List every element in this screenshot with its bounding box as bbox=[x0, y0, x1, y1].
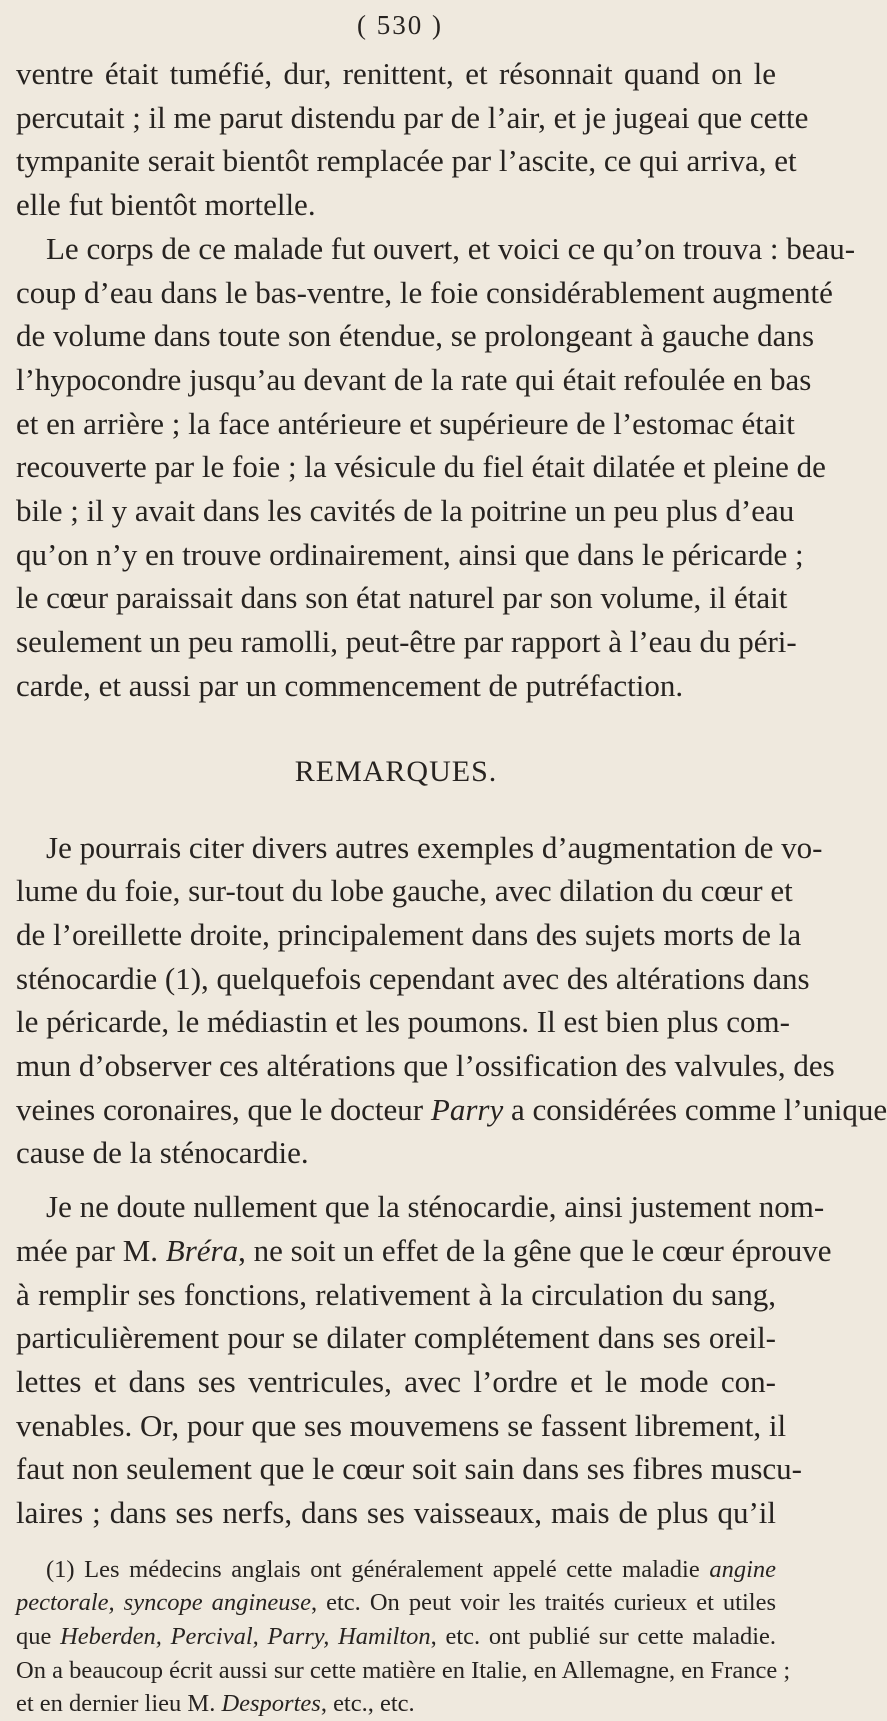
author-names: Heberden, Percival, Parry, Hamilton bbox=[60, 1622, 431, 1650]
text-run: mée par M. bbox=[16, 1232, 166, 1268]
text-line: sténocardie (1), quelquefois cependant avec des altérations dans bbox=[16, 960, 810, 996]
text-line: lume du foie, sur-tout du lobe gauche, avec dilation du cœur et bbox=[16, 873, 793, 909]
text-line: seulement un peu ramolli, peut-être par rapport à l’eau du péri- bbox=[16, 624, 797, 660]
text-line: cause de la sténocardie. bbox=[16, 1135, 309, 1171]
text-line: bile ; il y avait dans les cavités de la poitrine un peu plus d’eau bbox=[16, 493, 795, 529]
footnote-line bbox=[16, 1586, 776, 1620]
page-number: ( 530 ) bbox=[357, 10, 443, 40]
text-line: qu’on n’y en trouve ordinairement, ainsi que dans le péricarde ; bbox=[16, 536, 804, 572]
footnote-line: On a beaucoup écrit aussi sur cette matière en Italie, en Allemagne, en France ; bbox=[16, 1656, 791, 1684]
text-line: tympanite serait bientôt remplacée par l’ascite, ce qui arriva, et bbox=[16, 143, 797, 179]
footnote-line bbox=[16, 1553, 776, 1587]
text-line: le cœur paraissait dans son état naturel par son volume, il était bbox=[16, 580, 788, 616]
italic-term: angine bbox=[709, 1555, 776, 1583]
author-name: Parry bbox=[430, 1091, 504, 1127]
text-line: à remplir ses fonctions, relativement à la circulation du sang, bbox=[16, 1276, 776, 1312]
text-run: et en dernier lieu M. bbox=[16, 1690, 222, 1718]
text-line: elle fut bientôt mortelle. bbox=[16, 187, 316, 223]
footnote-line bbox=[16, 1620, 776, 1654]
text-line: ventre était tuméfié, dur, renittent, et résonnait quand on le bbox=[16, 56, 776, 91]
section-heading: REMARQUES. bbox=[294, 754, 498, 788]
text-line: et en arrière ; la face antérieure et supérieure de l’estomac était bbox=[16, 405, 795, 441]
text-line: laires ; dans ses nerfs, dans ses vaisseaux, mais de plus qu’il bbox=[16, 1495, 776, 1531]
author-name: Desportes bbox=[221, 1690, 321, 1718]
text-line: faut non seulement que le cœur soit sain dans ses fibres muscu- bbox=[16, 1451, 803, 1487]
text-run: , etc., etc. bbox=[320, 1690, 415, 1718]
paragraph-continuation bbox=[16, 52, 809, 227]
text-line: Je ne doute nullement que la sténocardie, ainsi justement nom- bbox=[46, 1189, 825, 1225]
text-line: coup d’eau dans le bas-ventre, le foie considérablement augmenté bbox=[16, 274, 833, 310]
text-run: , etc. On peut voir les traités curieux et utiles bbox=[310, 1589, 776, 1617]
text-line: carde, et aussi par un commencement de putréfaction. bbox=[16, 667, 684, 703]
paragraph-remarks-1 bbox=[16, 826, 887, 1176]
text-line: Je pourrais citer divers autres exemples d’augmentation de vo- bbox=[46, 829, 823, 865]
footnote-line bbox=[16, 1687, 776, 1721]
body-text bbox=[16, 52, 887, 1721]
paragraph-gap bbox=[16, 1175, 776, 1185]
text-line: de volume dans toute son étendue, se prolongeant à gauche dans bbox=[16, 318, 815, 354]
text-run: que bbox=[16, 1622, 61, 1650]
text-run: veines coronaires, que le docteur bbox=[16, 1091, 431, 1127]
paragraph-remarks-2 bbox=[16, 1185, 832, 1535]
text-line: mun d’observer ces altérations que l’ossification des valvules, des bbox=[16, 1048, 835, 1084]
text-run: , etc. ont publié sur cette maladie. bbox=[430, 1622, 777, 1650]
paragraph-autopsy bbox=[16, 227, 856, 708]
text-line: percutait ; il me parut distendu par de l’air, et je jugeai que cette bbox=[16, 99, 809, 135]
text-line: lettes et dans ses ventricules, avec l’ordre et le mode con- bbox=[16, 1363, 776, 1399]
text-line: recouverte par le foie ; la vésicule du fiel était dilatée et pleine de bbox=[16, 449, 826, 485]
italic-term: pectorale, syncope angineuse bbox=[16, 1589, 311, 1617]
text-run: a considérées comme l’unique bbox=[503, 1091, 887, 1127]
footnote bbox=[16, 1553, 791, 1721]
text-line: Le corps de ce malade fut ouvert, et voici ce qu’on trouva : beau- bbox=[46, 230, 856, 266]
text-line: venables. Or, pour que ses mouvemens se fassent librement, il bbox=[16, 1407, 787, 1443]
text-line bbox=[16, 1088, 887, 1132]
text-line: le péricarde, le médiastin et les poumons. Il est bien plus com- bbox=[16, 1004, 790, 1040]
text-line: particulièrement pour se dilater complétement dans ses oreil- bbox=[16, 1320, 776, 1356]
text-line: l’hypocondre jusqu’au devant de la rate qui était refoulée en bas bbox=[16, 361, 812, 397]
text-run: (1) Les médecins anglais ont généralement appelé cette maladie bbox=[46, 1555, 710, 1583]
author-name: Bréra bbox=[165, 1232, 239, 1268]
text-line: de l’oreillette droite, principalement dans des sujets morts de la bbox=[16, 916, 802, 952]
text-run: , ne soit un effet de la gêne que le cœur éprouve bbox=[238, 1232, 832, 1268]
text-line bbox=[16, 1229, 832, 1273]
